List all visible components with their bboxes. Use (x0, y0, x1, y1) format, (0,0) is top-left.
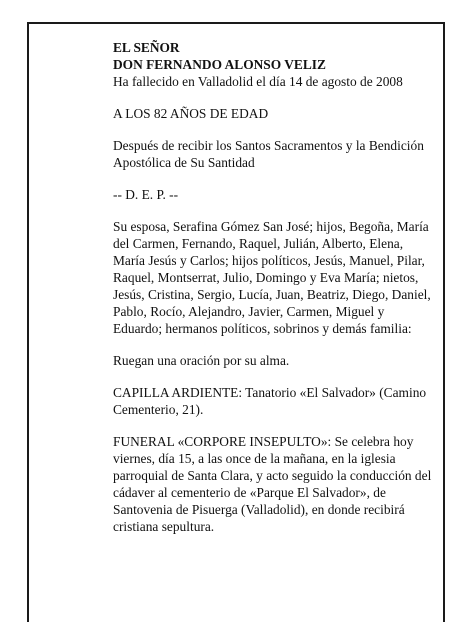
chapel-paragraph: CAPILLA ARDIENTE: Tanatorio «El Salvador» (Camino Cementerio, 21). (113, 385, 427, 417)
prayer-line: Ruegan una oración por su alma. (113, 353, 290, 368)
obituary-text (113, 39, 435, 550)
death-notice: Ha fallecido en Valladolid el día 14 de agosto de 2008 (113, 74, 403, 89)
dep-line: -- D. E. P. -- (113, 187, 179, 202)
title-line-1: EL SEÑOR (113, 40, 180, 55)
sacraments-paragraph: Después de recibir los Santos Sacramentos y la Bendición Apostólica de Su Santidad (113, 138, 424, 170)
title-line-2: DON FERNANDO ALONSO VELIZ (113, 57, 326, 72)
family-paragraph: Su esposa, Serafina Gómez San José; hijos, Begoña, María del Carmen, Fernando, Raquel, Julián, Alberto, Elena, María Jesús y Carlos; hijos políticos, Jesús, Manuel, Pilar, Raquel, Montserrat, Julio, Domingo y Eva María; nietos, Jesús, Cristina, Sergio, Lucía, Juan, Beatriz, Diego, Daniel, Pablo, Rocío, Alejandro, Javier, Carmen, Miguel y Eduardo; hermanos políticos, sobrinos y demás familia: (113, 219, 431, 336)
age-line: A LOS 82 AÑOS DE EDAD (113, 106, 269, 121)
funeral-paragraph: FUNERAL «CORPORE INSEPULTO»: Se celebra hoy viernes, día 15, a las once de la mañana, en la iglesia parroquial de Santa Clara, y acto seguido la conducción del cádaver al cementerio de «Parque El Salvador», de Santovenia de Pisuerga (Valladolid), en donde recibirá cristiana sepultura. (113, 434, 432, 534)
